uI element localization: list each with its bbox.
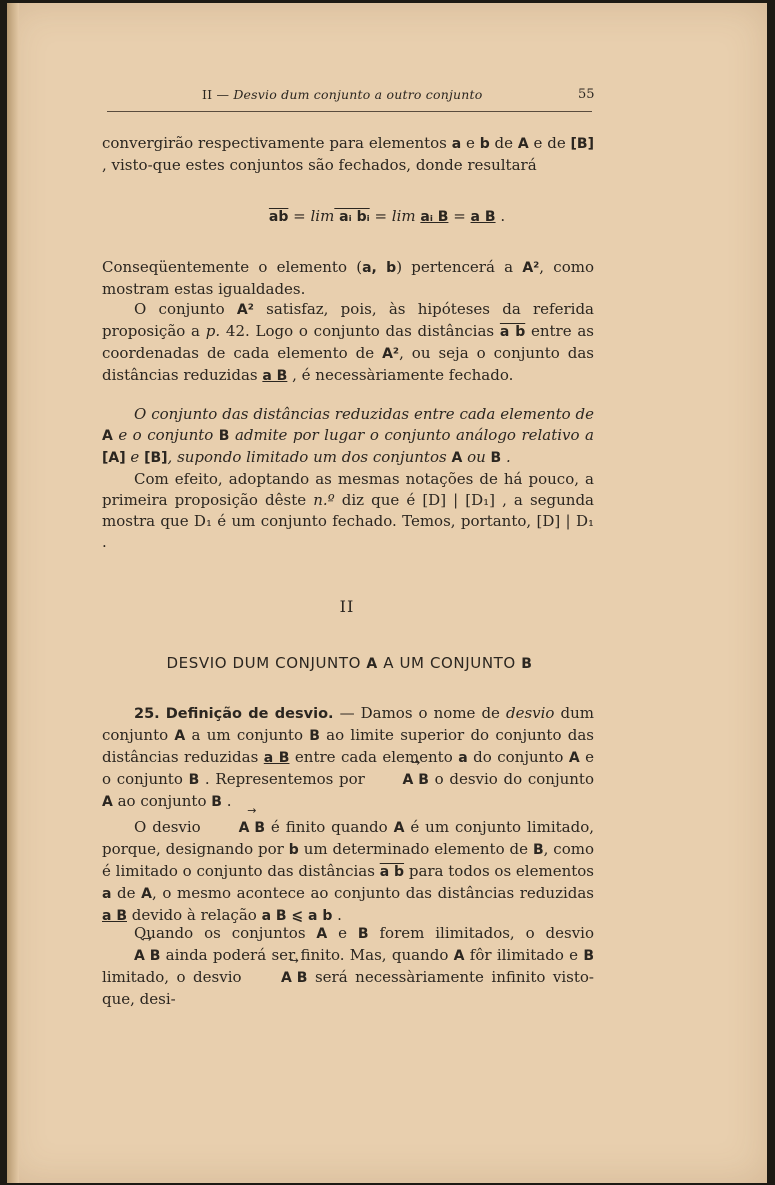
running-head	[202, 87, 482, 102]
symbol-A: A	[102, 428, 113, 444]
text: , supondo limitado um dos conjuntos	[167, 448, 452, 466]
text: .	[221, 792, 232, 810]
section-number: II	[339, 597, 355, 616]
page-number: 55	[578, 87, 595, 102]
page-ref: p.	[205, 322, 221, 340]
text: e o conjunto	[112, 426, 219, 444]
text: ou	[462, 448, 491, 466]
paragraph-8	[102, 923, 594, 1010]
text: forem ilimitados, o desvio	[368, 924, 594, 942]
text: convergirão respectivamente para elementos	[102, 134, 452, 152]
text: fôr ilimitado e	[464, 946, 584, 964]
paragraph-4-proposition	[102, 404, 594, 469]
symbol-B: B	[532, 842, 544, 858]
formula-eq: =	[288, 207, 311, 225]
text: ) pertencerá a	[396, 258, 523, 276]
formula-lim: lim	[391, 207, 421, 225]
text: para todos os elementos	[404, 862, 595, 880]
header-rule	[107, 111, 592, 112]
text: Quando os conjuntos	[134, 924, 317, 942]
paragraph-2	[102, 257, 594, 300]
text: O conjunto das distâncias reduzidas entre cada elemento de	[134, 405, 594, 423]
paragraph-5	[102, 469, 594, 553]
symbol-A: A	[453, 948, 465, 964]
symbol-A: A	[102, 794, 113, 810]
text: o desvio do conjunto	[428, 770, 594, 788]
text: O conjunto	[134, 300, 237, 318]
text: e	[327, 924, 358, 942]
text: Com efeito, adoptando as mesmas notações de há pouco, a primeira proposição dêste	[102, 470, 594, 509]
text: ainda poderá ser finito. Mas, quando	[160, 946, 454, 964]
symbol-A: A	[451, 450, 463, 466]
symbol-a: a	[451, 136, 462, 152]
symbol-A: A	[316, 926, 328, 942]
text: será necessàriamente infinito visto-que, desi-	[102, 968, 594, 1008]
symbol-A: A	[141, 886, 152, 902]
symbol-ab: a b	[499, 324, 526, 340]
symbol-a: a	[102, 886, 112, 902]
symbol-A: A	[393, 820, 405, 836]
text: dum conjunto	[102, 704, 594, 744]
symbol-AB-vector: → A B	[371, 770, 429, 791]
text: . Representemos por	[199, 770, 371, 788]
symbol-A: A	[366, 656, 378, 672]
symbol-A: A	[568, 750, 580, 766]
text: — Damos o nome de	[333, 704, 506, 722]
page-spine-shadow	[7, 3, 19, 1183]
text: devido à relação	[127, 906, 262, 924]
text: DESVIO DUM CONJUNTO	[166, 654, 367, 672]
text: , visto-que estes conjuntos são fechados, donde resultará	[102, 156, 537, 174]
running-head-prefix: II —	[202, 87, 234, 102]
symbol-aB: a B	[263, 750, 290, 766]
symbol-B: B	[309, 728, 320, 744]
symbol-B-closure: [B]	[570, 136, 594, 152]
text: , é necessàriamente fechado.	[287, 366, 514, 384]
symbol-B: B	[188, 772, 200, 788]
symbol-AB-vector: → A B	[102, 946, 160, 967]
running-head-title: Desvio dum conjunto a outro conjunto	[233, 87, 483, 102]
paragraph-1	[102, 133, 594, 176]
text: de	[489, 134, 518, 152]
text: diz que é [D] | [D₁] , a segunda mostra que D₁ é um conjunto fechado. Temos, portanto, [D] | D₁ .	[102, 491, 594, 551]
text: , como mostram estas igualdades.	[102, 258, 594, 298]
symbol-aB: a B	[262, 368, 288, 384]
text: e o conjunto	[102, 748, 595, 788]
symbol-A2: A²	[382, 346, 400, 362]
text: satisfaz, pois, às hipóteses da referida proposição a	[102, 300, 594, 340]
symbol-AB-vector: → A B	[249, 968, 307, 989]
symbol-B: B	[583, 948, 594, 964]
symbol-ab: a, b	[362, 260, 397, 276]
symbol-b: b	[288, 842, 299, 858]
symbol-A: A	[517, 136, 529, 152]
text: O desvio	[134, 818, 207, 836]
symbol-aB: a B	[102, 908, 127, 924]
symbol-B: B	[357, 926, 369, 942]
symbol-ab: a b	[379, 864, 405, 880]
symbol-A2: A²	[236, 302, 254, 318]
symbol-AB-vector: → A B	[207, 818, 265, 839]
number-ref: n.º	[313, 491, 335, 509]
paragraph-7	[102, 817, 594, 927]
text: .	[332, 906, 342, 924]
text: , como é limitado o conjunto das distâncias	[102, 840, 594, 880]
formula-lim: lim	[310, 207, 335, 225]
paragraph-6-definition	[102, 703, 594, 813]
text: , ou seja o conjunto das distâncias reduzidas	[102, 344, 594, 384]
definition-number: 25.	[134, 706, 160, 722]
formula-aB: a B	[470, 209, 496, 225]
definition-heading: Definição de desvio.	[165, 706, 334, 722]
text: 42. Logo o conjunto das distâncias	[220, 322, 500, 340]
symbol-a: a	[458, 750, 468, 766]
formula-aiB: aᵢ B	[420, 209, 449, 225]
formula-eq: =	[369, 207, 392, 225]
text: um determinado elemento de	[298, 840, 533, 858]
text: limitado, o desvio	[102, 968, 250, 986]
text: é finito quando	[265, 818, 394, 836]
term-desvio: desvio	[505, 704, 555, 722]
text: A UM CONJUNTO	[377, 654, 522, 672]
formula-eq: =	[448, 207, 471, 225]
text: do conjunto	[467, 748, 569, 766]
formula-end: .	[495, 207, 506, 225]
text: e de	[528, 134, 571, 152]
text: de	[111, 884, 142, 902]
text: é um conjunto limitado, porque, designando por	[102, 818, 594, 858]
symbol-A-closure: [A]	[102, 450, 126, 466]
book-page	[7, 3, 767, 1183]
relation-aB-le-ab: a B ⩽ a b	[261, 908, 333, 924]
symbol-B: B	[211, 794, 222, 810]
text: Conseqüentemente o elemento (	[102, 258, 363, 276]
text: entre cada elemento	[289, 748, 459, 766]
text: ao conjunto	[112, 792, 212, 810]
text: e	[461, 134, 480, 152]
symbol-B-closure: [B]	[144, 450, 168, 466]
symbol-B: B	[521, 656, 533, 672]
symbol-B: B	[490, 450, 502, 466]
symbol-A2: A²	[522, 260, 540, 276]
text: .	[501, 448, 511, 466]
section-title	[107, 654, 592, 672]
symbol-b: b	[479, 136, 490, 152]
text: a um conjunto	[185, 726, 310, 744]
symbol-B: B	[218, 428, 230, 444]
text: entre as coordenadas de cada elemento de	[102, 322, 595, 362]
paragraph-3	[102, 299, 594, 387]
text: admite por lugar o conjunto análogo relativo a	[229, 426, 594, 444]
display-formula	[7, 207, 767, 225]
text: e	[125, 448, 145, 466]
formula-aibi: aᵢ bᵢ	[334, 209, 370, 225]
formula-ab: $\overline{ab}$	[268, 209, 289, 225]
symbol-A: A	[174, 728, 186, 744]
text: , o mesmo acontece ao conjunto das distâncias reduzidas	[151, 884, 595, 902]
text: ao limite superior do conjunto das distâncias reduzidas	[102, 726, 594, 766]
